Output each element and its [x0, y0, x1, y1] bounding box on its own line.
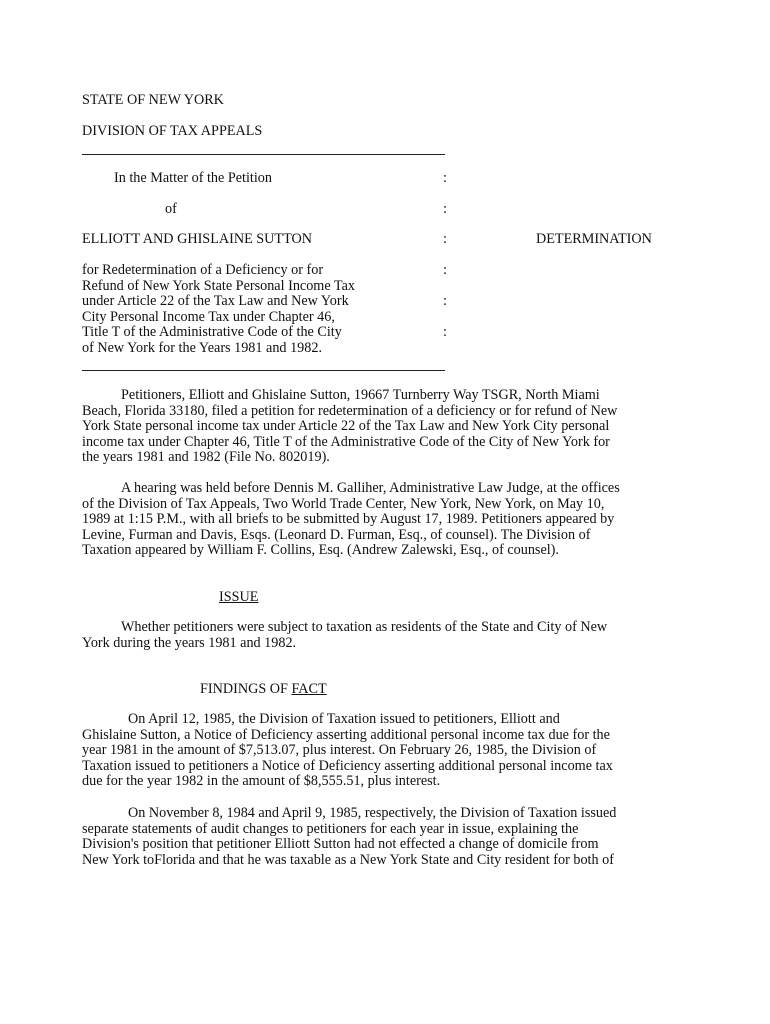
text-line: for Redetermination of a Deficiency or for — [82, 262, 324, 278]
text-line: year 1981 in the amount of $7,513.07, plus interest. On February 26, 1985, the Division of — [82, 742, 597, 759]
text-line: of the Division of Tax Appeals, Two World Trade Center, New York, New York, on May 10, — [82, 495, 605, 512]
of-line: of — [165, 201, 177, 217]
text-line: On April 12, 1985, the Division of Taxation issued to petitioners, Elliott and — [128, 711, 560, 727]
findings-heading-underlined: FACT — [291, 681, 327, 697]
issue-paragraph — [82, 620, 607, 651]
text-line: Petitioners, Elliott and Ghislaine Sutton, 19667 Turnberry Way TSGR, North Miami — [121, 387, 600, 403]
text-line: income tax under Chapter 46, Title T of the Administrative Code of the City of New York for — [82, 433, 610, 450]
findings-heading — [200, 682, 327, 698]
caption-colon: : — [443, 262, 447, 278]
text-line: City Personal Income Tax under Chapter 46, — [82, 308, 335, 325]
matter-line: In the Matter of the Petition — [114, 170, 272, 186]
division-heading: DIVISION OF TAX APPEALS — [82, 123, 263, 139]
text-line: Levine, Furman and Davis, Esqs. (Leonard D. Furman, Esq., of counsel). The Division of — [82, 526, 591, 543]
caption-colon: : — [443, 324, 447, 340]
text-line: Refund of New York State Personal Income Tax — [82, 277, 355, 294]
intro-paragraph-1 — [82, 388, 617, 466]
text-line: York State personal income tax under Article 22 of the Tax Law and New York City personal — [82, 418, 610, 435]
findings-paragraph-2 — [82, 806, 616, 868]
caption-colon: : — [443, 170, 447, 186]
text-line: A hearing was held before Dennis M. Galliher, Administrative Law Judge, at the offices — [121, 480, 620, 496]
text-line: 1989 at 1:15 P.M., with all briefs to be submitted by August 17, 1989. Petitioners appeared by — [82, 511, 615, 528]
text-line: Taxation appeared by William F. Collins, Esq. (Andrew Zalewski, Esq., of counsel). — [82, 542, 559, 559]
findings-paragraph-1 — [82, 712, 613, 790]
text-line: York during the years 1981 and 1982. — [82, 634, 297, 651]
text-line: Title T of the Administrative Code of the City — [82, 324, 342, 341]
determination-title: DETERMINATION — [536, 231, 652, 247]
text-line: Taxation issued to petitioners a Notice of Deficiency asserting additional personal income tax — [82, 757, 613, 774]
caption-bottom-rule — [82, 370, 445, 371]
issue-heading: ISSUE — [219, 589, 259, 605]
state-heading: STATE OF NEW YORK — [82, 92, 224, 108]
text-line: the years 1981 and 1982 (File No. 802019). — [82, 449, 330, 466]
text-line: Ghislaine Sutton, a Notice of Deficiency asserting additional personal income tax due for the — [82, 726, 610, 743]
text-line: separate statements of audit changes to petitioners for each year in issue, explaining the — [82, 820, 579, 837]
text-line: Division's position that petitioner Elliott Sutton had not effected a change of domicile from — [82, 836, 599, 853]
caption-colon: : — [443, 231, 447, 247]
text-line: Beach, Florida 33180, filed a petition for redetermination of a deficiency or for refund of New — [82, 402, 618, 419]
petitioners-name: ELLIOTT AND GHISLAINE SUTTON — [82, 231, 312, 247]
intro-paragraph-2 — [82, 481, 620, 559]
findings-heading-prefix: FINDINGS OF — [200, 681, 292, 697]
text-line: of New York for the Years 1981 and 1982. — [82, 339, 322, 356]
caption-colon: : — [443, 201, 447, 217]
text-line: under Article 22 of the Tax Law and New York — [82, 293, 349, 310]
text-line: Whether petitioners were subject to taxation as residents of the State and City of New — [121, 619, 608, 635]
caption-colon: : — [443, 293, 447, 309]
caption-purpose — [82, 263, 355, 357]
caption-top-rule — [82, 154, 445, 155]
text-line: due for the year 1982 in the amount of $8,555.51, plus interest. — [82, 773, 441, 790]
text-line: New York toFlorida and that he was taxable as a New York State and City resident for both of — [82, 851, 614, 868]
text-line: On November 8, 1984 and April 9, 1985, respectively, the Division of Taxation issued — [128, 805, 617, 821]
